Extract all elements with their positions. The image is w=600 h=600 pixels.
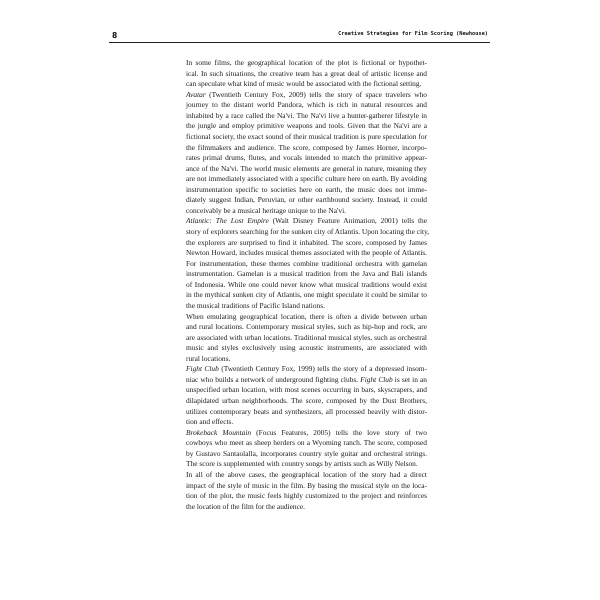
paragraph [175,428,427,470]
text-run: by Gustavo Santaolalla, incorporates country style guitar and orchestral strings. [186,448,427,458]
text-line [175,79,427,90]
text-line [175,164,427,175]
text-run: the location of the film for the audience. [186,501,306,511]
text-line [175,312,427,323]
text-run: music and styles exclusively using acoustic instruments, are associated with [186,343,427,353]
text-line [175,375,427,386]
film-title: Fight Club [186,364,219,374]
paragraph [175,470,427,512]
text-run: unspecified urban location, with most scenes occurring in bars, skyscrapers, and [186,385,427,395]
text-run: rates primal drums, flutes, and vocals intended to match the primitive appear- [186,153,427,163]
text-run: The score is supplemented with country songs by artists such as Willy Nelson. [186,459,418,469]
text-run: and rural locations. Contemporary musical styles, such as hip-hop and rock, are [186,322,427,332]
text-run: instrumentation. Gamelan is a musical tradition from the Java and Bali islands [186,269,427,279]
text-run: (Focus Features, 2005) tells the love story of two [251,427,427,437]
text-run: are not immediately associated with a specific culture here on earth. By avoiding [186,174,427,184]
running-head: Creative Strategies for Film Scoring (Newhouse) [338,31,488,37]
text-line [175,216,427,227]
text-line [175,290,427,301]
text-line [175,269,427,280]
text-line [175,132,427,143]
text-run: conceivably be a musical heritage unique to the Na'vi. [186,205,346,215]
text-run: rural locations. [186,353,231,363]
text-line [175,322,427,333]
text-run: tion and effects. [186,417,234,427]
text-run: For instrumentation, these themes combine traditional orchestra with gamelan [186,258,427,268]
text-line [175,333,427,344]
text-run: ical. In such situations, the creative team has a great deal of artistic license and [186,68,427,78]
text-line [175,185,427,196]
paragraph [175,216,430,311]
text-line [175,396,427,407]
text-line [175,238,427,249]
paragraph [175,58,427,90]
paragraph [175,90,427,217]
text-line [175,111,427,122]
text-line [175,153,427,164]
text-line [175,354,427,365]
page-number: 8 [112,31,118,40]
text-line [175,90,427,101]
text-line [175,69,427,80]
text-run: the filmmakers and audience. The score, composed by James Horner, incorpo- [186,142,427,152]
text-run: (Twentieth Century Fox, 2009) tells the story of space travelers who [205,89,427,99]
text-run: diately suggest Indian, Peruvian, or other earthbound society. Instead, it could [186,195,427,205]
text-line [175,259,427,270]
text-run: ance of the Na'vi. The world music elements are general in nature, meaning they [186,163,427,173]
text-run: (Walt Disney Feature Animation, 2001) tells the [268,216,427,226]
film-title: Brokeback Mountain [186,427,252,437]
text-run: the jungle and employ primitive weapons and tools. Given that the Na'vi are a [186,121,427,131]
text-run: niac who builds a network of underground fighting clubs. [186,374,361,384]
text-line [175,195,427,206]
text-run: are associated with urban locations. Traditional musical styles, such as orchestral [186,332,427,342]
paragraph [175,312,427,365]
text-line [175,428,427,439]
text-run: cowboys who meet as sheep herders on a Wyoming ranch. The score, composed [186,438,427,448]
text-run: of Indonesia. While one could never know what musical traditions would exist [186,279,427,289]
text-line [175,385,427,396]
text-run: impact of the style of music in the film. By basing the musical style on the loca- [186,480,427,490]
text-line [175,449,427,460]
text-run: is set in an [392,374,427,384]
body-text [175,58,430,512]
text-line [175,343,427,354]
text-line [175,407,427,418]
text-line [175,100,427,111]
text-run: the musical traditions of Pacific Island nations. [186,300,325,310]
text-line [175,248,427,259]
text-run: When emulating geographical location, there is often a divide between urban [186,311,427,321]
text-line [175,491,427,502]
text-run: (Twentieth Century Fox, 1999) tells the story of a depressed insom- [218,364,427,374]
text-line [175,470,427,481]
text-line [175,174,427,185]
film-title: Avatar [186,89,206,99]
text-line [175,502,427,513]
film-title: Fight Club [360,374,393,384]
text-line [175,280,427,291]
text-run: story of explorers searching for the sunken city of Atlantis. Upon locating the city, [186,227,430,236]
paragraph [175,364,427,427]
text-run: dilapidated urban neighborhoods. The score, composed by the Dust Brothers, [186,396,427,405]
text-run: can speculate what kind of music would be associated with the fictional setting. [186,79,422,89]
text-run: tion of the plot, the music feels highly customized to the project and reinforces [186,491,427,501]
text-line [175,227,430,238]
text-run: in the mythical sunken city of Atlantis, one might speculate it could be similar to [186,290,427,300]
text-line [175,301,427,312]
text-line [175,481,427,492]
text-line [175,438,427,449]
text-run: the explorers are surprised to find it inhabited. The score, composed by James [186,237,427,247]
text-run: inhabited by a race called the Na'vi. The Na'vi live a hunter-gatherer lifestyle in [186,110,427,120]
text-line [175,459,427,470]
text-run: instrumentation specific to societies here on earth, the music does not imme- [186,184,427,194]
film-title: Atlantic: The Lost Empire [186,216,269,226]
text-line [175,143,427,154]
text-line [175,58,427,69]
text-line [175,417,427,428]
header-rule [109,42,490,43]
text-run: Newton Howard, includes musical themes associated with the people of Atlantis. [186,248,427,258]
text-run: In some films, the geographical location of the plot is fictional or hypothet- [186,58,427,67]
text-run: journey to the distant world Pandora, which is rich in natural resources and [186,100,427,110]
text-run: fictional society, the exact sound of their musical tradition is pure speculation for [186,131,427,141]
text-line [175,121,427,132]
text-run: In all of the above cases, the geographical location of the story had a direct [186,469,427,479]
text-line [175,206,427,217]
text-run: utilizes contemporary beats and synthesizers, all processed heavily with distor- [186,406,427,416]
text-line [175,364,427,375]
